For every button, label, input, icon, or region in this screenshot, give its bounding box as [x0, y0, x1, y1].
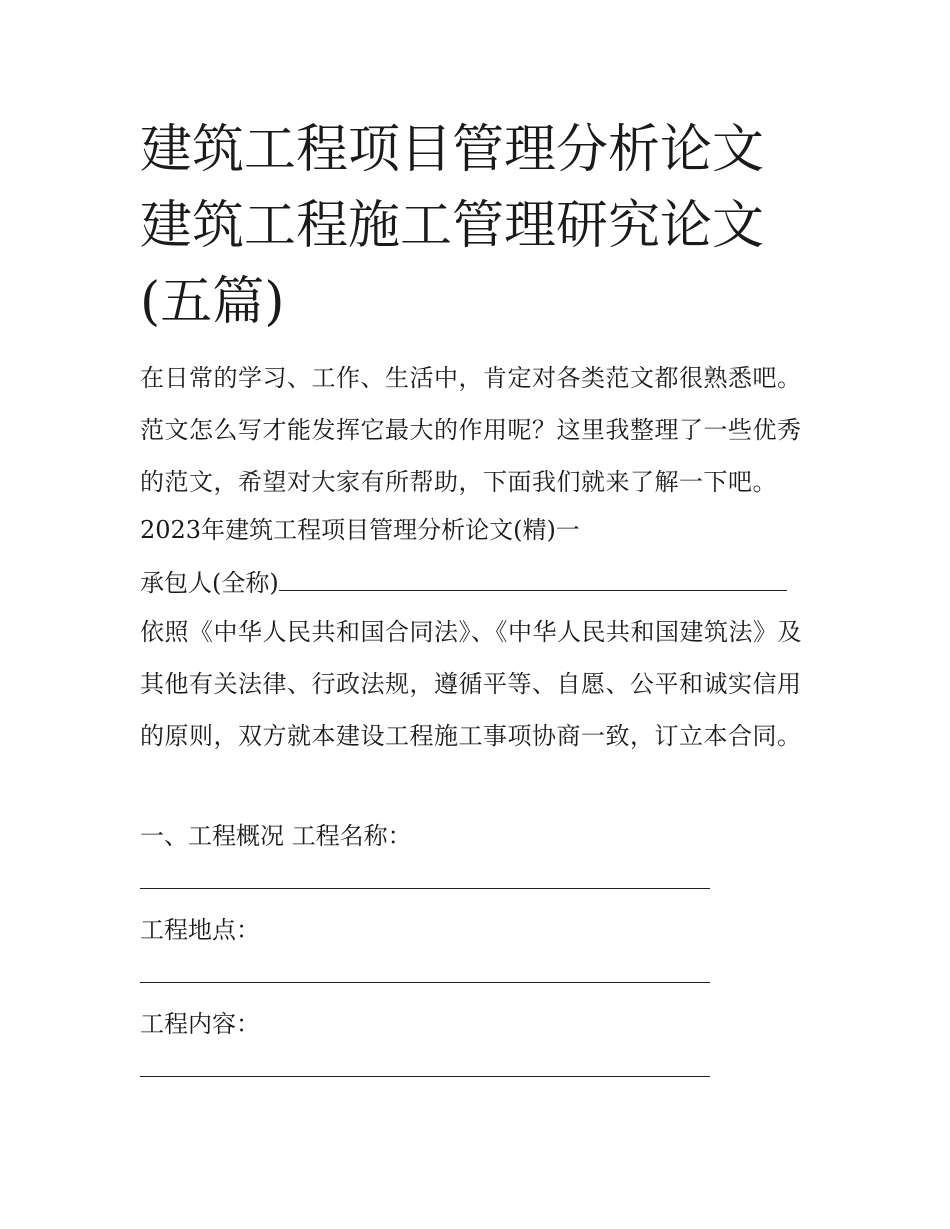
contractor-label: 承包人(全称)	[140, 569, 279, 597]
project-location-blank[interactable]	[140, 982, 710, 983]
intro-paragraph: 在日常的学习、工作、生活中，肯定对各类范文都很熟悉吧。范文怎么写才能发挥它最大的作用呢？这里我整理了一些优秀的范文，希望对大家有所帮助，下面我们就来了解一下吧。	[140, 364, 802, 496]
location-label: 工程地点：	[140, 916, 260, 944]
document-title: 建筑工程项目管理分析论文 建筑工程施工管理研究论文(五篇)	[140, 120, 765, 332]
contractor-line	[140, 566, 787, 599]
contractor-blank[interactable]	[279, 566, 787, 591]
content-label: 工程内容：	[140, 1010, 260, 1038]
section-heading: 2023年建筑工程项目管理分析论文(精)一	[140, 516, 580, 544]
basis-paragraph: 依照《中华人民共和国合同法》、《中华人民共和国建筑法》及其他有关法律、行政法规，遵循平等、自愿、公平和诚实信用的原则，双方就本建设工程施工事项协商一致，订立本合同。	[140, 618, 802, 750]
project-content-blank[interactable]	[140, 1076, 710, 1077]
overview-heading: 一、工程概况 工程名称：	[140, 822, 412, 850]
project-name-blank[interactable]	[140, 888, 710, 889]
